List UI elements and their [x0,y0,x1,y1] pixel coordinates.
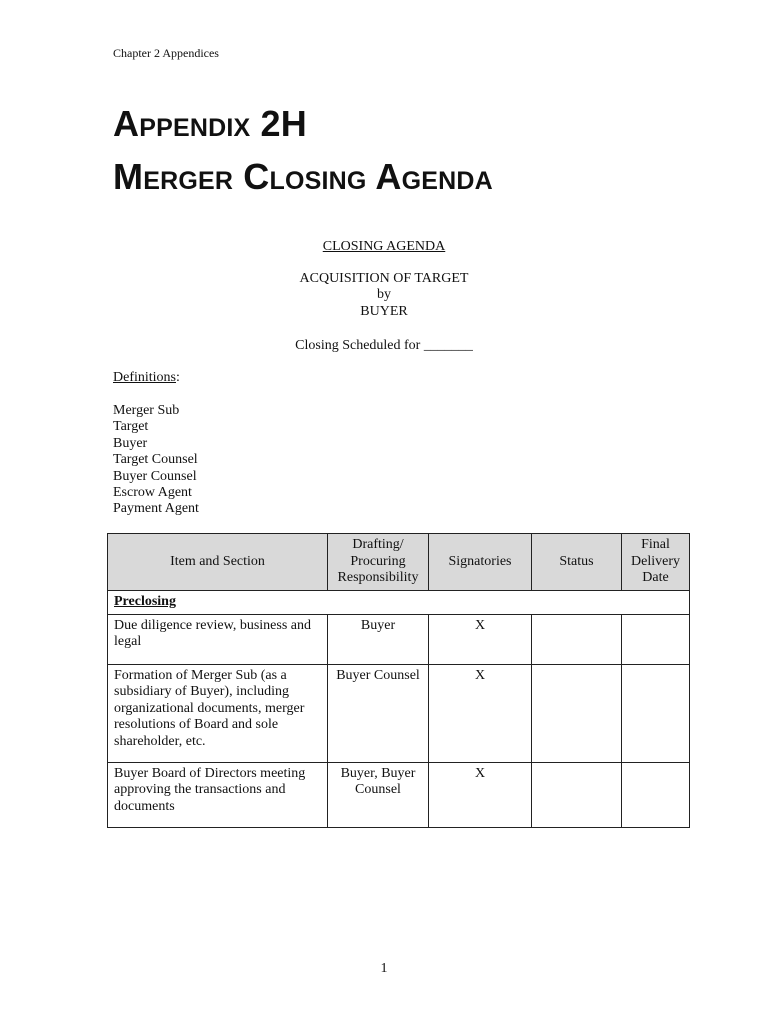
definition-item: Buyer [113,435,148,451]
table-row [108,615,690,665]
status-cell [532,665,622,763]
column-header-item: Item and Section [108,534,328,591]
column-header-signatories: Signatories [429,534,532,591]
definitions-colon: : [176,370,180,385]
delivery-date-cell [622,615,690,665]
delivery-date-cell [622,665,690,763]
column-header-responsibility [328,534,429,591]
definition-item: Payment Agent [113,501,199,517]
definitions-list [113,403,199,518]
status-cell [532,763,622,828]
header-line: Procuring [350,553,406,569]
document-title: Merger Closing Agenda [113,156,493,197]
section-cell [108,591,690,615]
signatories-cell: X [429,665,532,763]
header-line: Date [642,570,669,586]
agenda-by-line: by [377,287,391,302]
closing-scheduled-line: Closing Scheduled for _______ [295,338,473,353]
column-header-delivery-date [622,534,690,591]
header-line: Final [641,537,670,553]
appendix-title: Appendix 2H [113,103,307,144]
header-line: Delivery [631,553,680,569]
delivery-date-cell [622,763,690,828]
signatories-cell: X [429,763,532,828]
responsibility-cell: Buyer Counsel [328,665,429,763]
definition-item: Buyer Counsel [113,468,197,484]
section-label: Preclosing [114,594,176,609]
definition-item: Escrow Agent [113,485,192,501]
table-header-row [108,534,690,591]
header-line: Responsibility [337,570,419,586]
column-header-status: Status [532,534,622,591]
table-row [108,763,690,828]
definition-item: Target [113,419,149,435]
definition-item: Merger Sub [113,403,180,418]
signatories-cell: X [429,615,532,665]
definition-item: Target Counsel [113,452,198,468]
page-number: 1 [380,961,388,976]
item-cell: Due diligence review, business and legal [108,615,328,665]
responsibility-cell: Buyer [328,615,429,665]
closing-agenda-table [107,533,690,828]
header-line: Drafting/ [352,537,404,553]
table-row [108,665,690,763]
item-cell: Buyer Board of Directors meeting approving the transactions and documents [108,763,328,828]
running-head: Chapter 2 Appendices [113,46,219,60]
responsibility-cell: Buyer, Buyer Counsel [328,763,429,828]
agenda-buyer-line: BUYER [360,304,408,319]
item-cell: Formation of Merger Sub (as a subsidiary of Buyer), including organizational documents, merger resolutions of Board and sole shareholder, etc. [108,665,328,763]
definitions-label: Definitions [113,370,176,385]
definitions-heading [113,370,180,386]
section-row [108,591,690,615]
agenda-acquisition-line: ACQUISITION OF TARGET [299,271,469,286]
agenda-heading: CLOSING AGENDA [322,239,446,254]
status-cell [532,615,622,665]
